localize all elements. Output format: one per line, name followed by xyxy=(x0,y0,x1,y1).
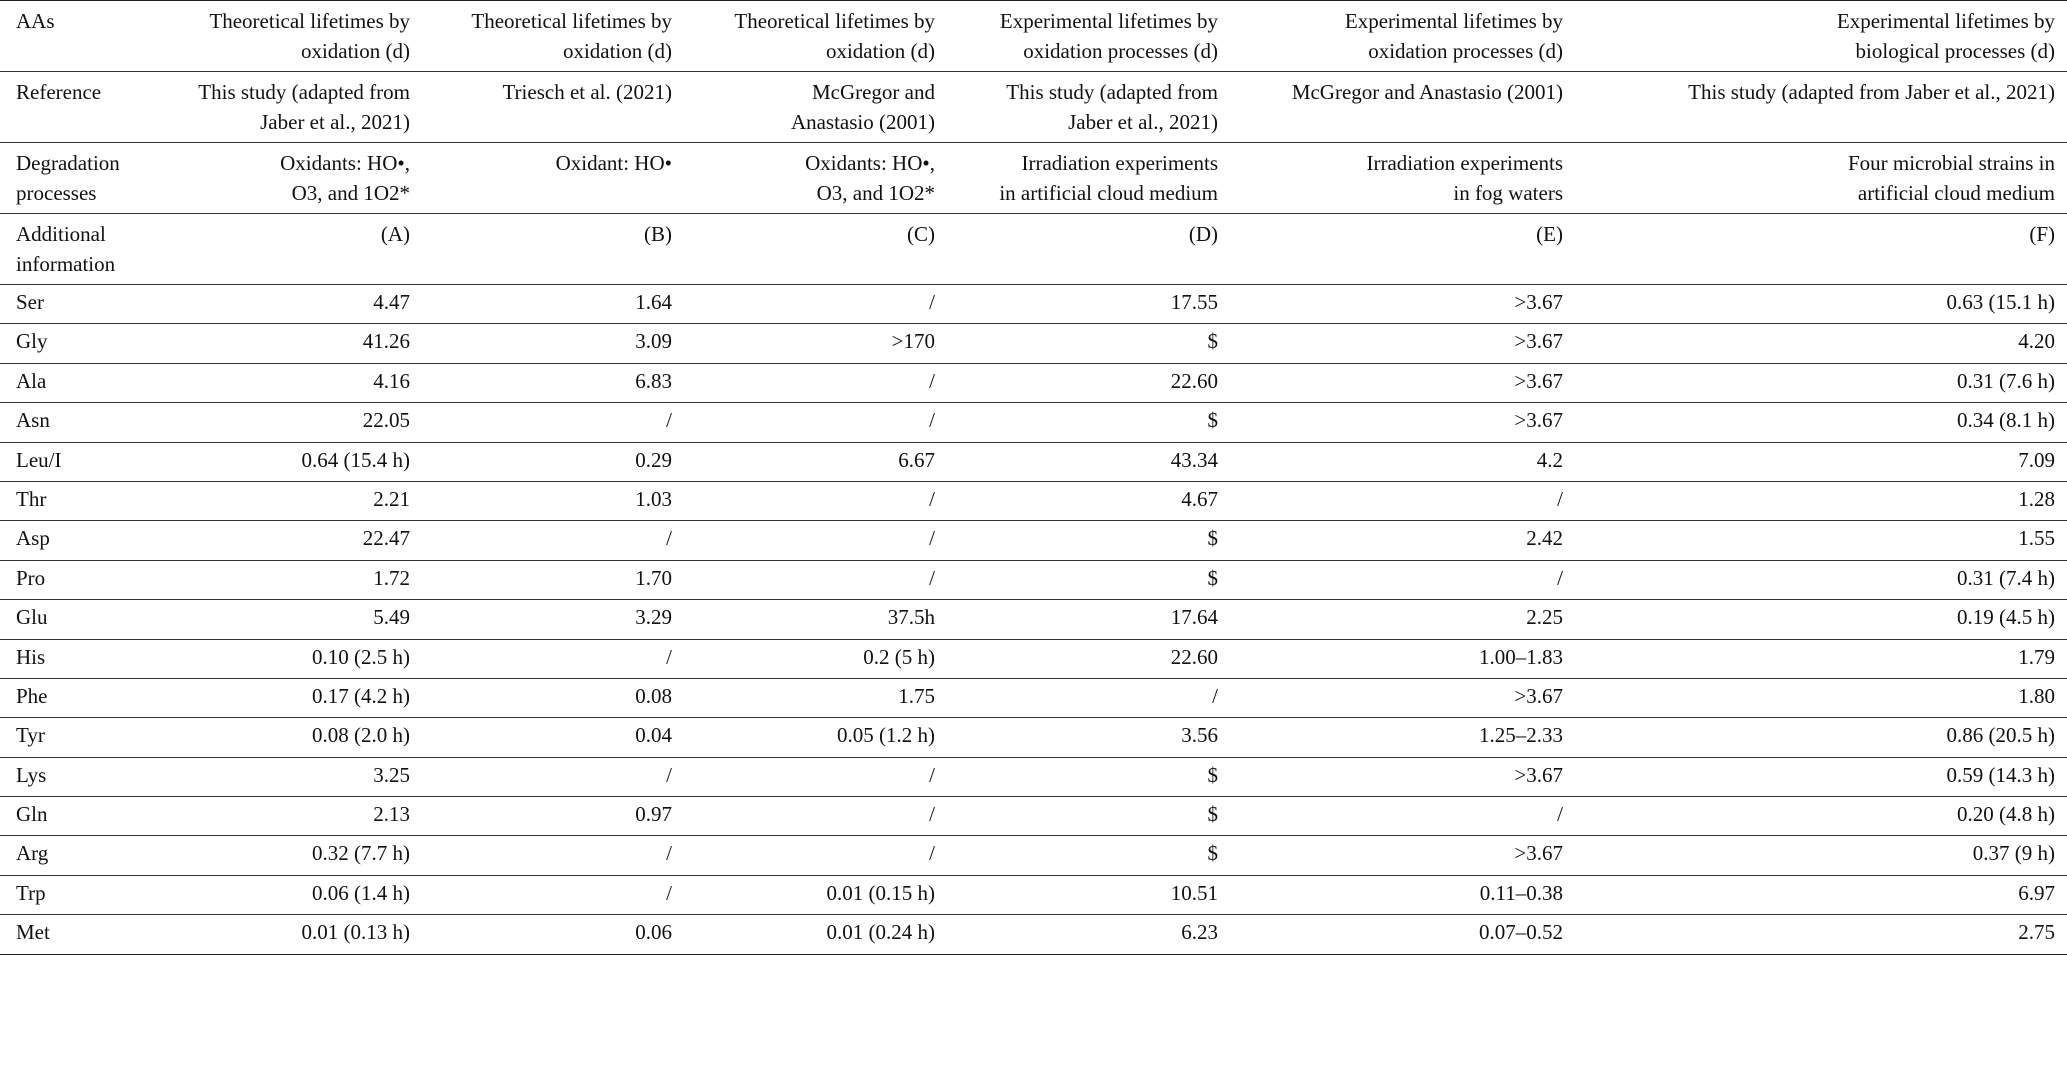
amino-acid-label: Tyr xyxy=(0,718,160,757)
lifetime-value-cell: 5.49 xyxy=(160,600,422,639)
lifetime-value-cell: 43.34 xyxy=(947,442,1230,481)
lifetime-value-cell: 0.10 (2.5 h) xyxy=(160,639,422,678)
lifetime-value-cell: 2.13 xyxy=(160,797,422,836)
header-cell xyxy=(684,1,947,72)
table-row xyxy=(0,757,2067,796)
lifetime-value-cell: / xyxy=(684,757,947,796)
header-cell xyxy=(684,214,947,285)
header-cell xyxy=(1230,143,1575,214)
lifetime-value-cell: 6.83 xyxy=(422,363,684,402)
amino-acid-label: Ala xyxy=(0,363,160,402)
amino-acid-label: Asn xyxy=(0,403,160,442)
lifetime-value-cell: 0.08 (2.0 h) xyxy=(160,718,422,757)
header-cell-line: Four microbial strains in xyxy=(1847,151,2055,175)
lifetime-value-cell: 0.31 (7.4 h) xyxy=(1575,560,2067,599)
header-row-degradation-processes xyxy=(0,143,2067,214)
header-cell-line: (E) xyxy=(1536,222,1563,246)
lifetime-value-cell: / xyxy=(684,521,947,560)
header-cell-line: biological processes (d) xyxy=(1855,39,2055,63)
header-cell-line: Irradiation experiments xyxy=(1366,151,1563,175)
lifetime-value-cell: >3.67 xyxy=(1230,403,1575,442)
header-cell-line: oxidation (d) xyxy=(825,39,935,63)
amino-acid-label: Phe xyxy=(0,678,160,717)
header-cell-line: Irradiation experiments xyxy=(1021,151,1218,175)
lifetime-value-cell: 1.70 xyxy=(422,560,684,599)
header-cell xyxy=(1575,72,2067,143)
header-cell-line: Oxidants: HO•, xyxy=(280,151,410,175)
table-row xyxy=(0,521,2067,560)
header-cell-line: Jaber et al., 2021) xyxy=(260,110,410,134)
lifetime-value-cell: 0.2 (5 h) xyxy=(684,639,947,678)
lifetime-value-cell: 10.51 xyxy=(947,875,1230,914)
header-cell-line: Theoretical lifetimes by xyxy=(734,9,935,33)
lifetime-value-cell: 1.79 xyxy=(1575,639,2067,678)
lifetime-value-cell: 17.64 xyxy=(947,600,1230,639)
lifetime-value-cell: >3.67 xyxy=(1230,363,1575,402)
table-row xyxy=(0,442,2067,481)
lifetime-value-cell: $ xyxy=(947,324,1230,363)
lifetime-value-cell: 0.08 xyxy=(422,678,684,717)
lifetime-value-cell: 2.21 xyxy=(160,481,422,520)
header-cell xyxy=(422,1,684,72)
header-cell xyxy=(1230,72,1575,143)
lifetime-value-cell: $ xyxy=(947,797,1230,836)
header-cell xyxy=(1230,1,1575,72)
header-cell xyxy=(160,143,422,214)
lifetime-value-cell: 0.59 (14.3 h) xyxy=(1575,757,2067,796)
header-cell xyxy=(684,143,947,214)
header-cell xyxy=(947,72,1230,143)
amino-acid-label: Arg xyxy=(0,836,160,875)
lifetime-value-cell: 0.01 (0.13 h) xyxy=(160,915,422,954)
lifetime-value-cell: 1.75 xyxy=(684,678,947,717)
lifetime-value-cell: 4.2 xyxy=(1230,442,1575,481)
lifetime-value-cell: / xyxy=(1230,797,1575,836)
lifetime-value-cell: / xyxy=(684,403,947,442)
amino-acid-label: Asp xyxy=(0,521,160,560)
lifetime-value-cell: / xyxy=(422,757,684,796)
row-label: Additional information xyxy=(0,214,160,285)
header-cell-line: Theoretical lifetimes by xyxy=(209,9,410,33)
header-cell-line: McGregor and xyxy=(811,80,935,104)
lifetime-value-cell: 6.23 xyxy=(947,915,1230,954)
lifetime-value-cell: / xyxy=(684,797,947,836)
lifetime-value-cell: 2.75 xyxy=(1575,915,2067,954)
header-cell xyxy=(1230,214,1575,285)
lifetime-value-cell: / xyxy=(1230,481,1575,520)
lifetime-value-cell: / xyxy=(422,521,684,560)
lifetime-value-cell: 0.63 (15.1 h) xyxy=(1575,285,2067,324)
header-cell-line: oxidation (d) xyxy=(300,39,410,63)
lifetime-value-cell: / xyxy=(422,639,684,678)
lifetime-value-cell: >3.67 xyxy=(1230,836,1575,875)
amino-acid-label: Pro xyxy=(0,560,160,599)
lifetime-value-cell: 0.01 (0.24 h) xyxy=(684,915,947,954)
lifetime-value-cell: / xyxy=(684,836,947,875)
lifetime-value-cell: 1.64 xyxy=(422,285,684,324)
header-cell-line: (C) xyxy=(907,222,935,246)
lifetime-value-cell: 6.97 xyxy=(1575,875,2067,914)
header-cell-line: Experimental lifetimes by xyxy=(1836,9,2055,33)
amino-acid-label: Gly xyxy=(0,324,160,363)
table-row xyxy=(0,363,2067,402)
table-row xyxy=(0,600,2067,639)
table-row xyxy=(0,836,2067,875)
lifetime-value-cell: 3.29 xyxy=(422,600,684,639)
header-cell xyxy=(422,143,684,214)
lifetime-value-cell: 0.31 (7.6 h) xyxy=(1575,363,2067,402)
header-cell-line: (F) xyxy=(2029,222,2055,246)
amino-acid-label: Gln xyxy=(0,797,160,836)
lifetime-value-cell: / xyxy=(1230,560,1575,599)
lifetime-value-cell: 0.86 (20.5 h) xyxy=(1575,718,2067,757)
lifetime-value-cell: 0.07–0.52 xyxy=(1230,915,1575,954)
lifetime-value-cell: 6.67 xyxy=(684,442,947,481)
row-label: AAs xyxy=(0,1,160,72)
lifetime-value-cell: 0.05 (1.2 h) xyxy=(684,718,947,757)
lifetime-value-cell: >170 xyxy=(684,324,947,363)
amino-acid-label: Trp xyxy=(0,875,160,914)
header-cell-line: McGregor and Anastasio (2001) xyxy=(1291,80,1563,104)
header-cell-line: This study (adapted from Jaber et al., 2021) xyxy=(1688,80,2055,104)
lifetime-value-cell: 0.19 (4.5 h) xyxy=(1575,600,2067,639)
lifetime-value-cell: 0.04 xyxy=(422,718,684,757)
lifetime-value-cell: 1.03 xyxy=(422,481,684,520)
lifetime-value-cell: $ xyxy=(947,757,1230,796)
header-cell xyxy=(684,72,947,143)
header-cell-line: in fog waters xyxy=(1453,181,1563,205)
amino-acid-label: Thr xyxy=(0,481,160,520)
header-cell-line: Oxidants: HO•, xyxy=(805,151,935,175)
lifetime-value-cell: 1.25–2.33 xyxy=(1230,718,1575,757)
header-cell-line: Triesch et al. (2021) xyxy=(502,80,672,104)
lifetime-value-cell: 0.34 (8.1 h) xyxy=(1575,403,2067,442)
table-row xyxy=(0,481,2067,520)
header-cell-line: Anastasio (2001) xyxy=(790,110,935,134)
lifetime-value-cell: >3.67 xyxy=(1230,285,1575,324)
header-cell-line: Experimental lifetimes by xyxy=(1344,9,1563,33)
lifetime-value-cell: / xyxy=(947,678,1230,717)
header-cell-line: Jaber et al., 2021) xyxy=(1068,110,1218,134)
lifetime-value-cell: 22.60 xyxy=(947,363,1230,402)
lifetime-value-cell: 0.01 (0.15 h) xyxy=(684,875,947,914)
lifetime-value-cell: / xyxy=(422,403,684,442)
header-cell xyxy=(160,1,422,72)
table-row xyxy=(0,718,2067,757)
lifetime-value-cell: 1.72 xyxy=(160,560,422,599)
header-row-aas xyxy=(0,1,2067,72)
header-cell xyxy=(160,72,422,143)
header-cell xyxy=(1575,214,2067,285)
lifetime-value-cell: 4.20 xyxy=(1575,324,2067,363)
table-row xyxy=(0,915,2067,954)
header-cell-line: (B) xyxy=(644,222,672,246)
lifetime-value-cell: $ xyxy=(947,836,1230,875)
amino-acid-label: His xyxy=(0,639,160,678)
lifetime-value-cell: / xyxy=(422,875,684,914)
lifetime-value-cell: 0.06 xyxy=(422,915,684,954)
lifetime-value-cell: $ xyxy=(947,560,1230,599)
amino-acid-label: Leu/I xyxy=(0,442,160,481)
table-row xyxy=(0,639,2067,678)
header-cell-line: O3, and 1O2* xyxy=(291,181,410,205)
amino-acid-label: Ser xyxy=(0,285,160,324)
table-row xyxy=(0,403,2067,442)
header-cell xyxy=(422,214,684,285)
table-row xyxy=(0,678,2067,717)
lifetime-value-cell: / xyxy=(422,836,684,875)
row-label: Degradation processes xyxy=(0,143,160,214)
lifetime-value-cell: / xyxy=(684,560,947,599)
table-row xyxy=(0,285,2067,324)
header-cell-line: oxidation (d) xyxy=(562,39,672,63)
lifetime-value-cell: 4.16 xyxy=(160,363,422,402)
header-cell-line: oxidation processes (d) xyxy=(1368,39,1563,63)
lifetime-value-cell: 37.5h xyxy=(684,600,947,639)
header-cell-line: artificial cloud medium xyxy=(1857,181,2055,205)
lifetime-value-cell: 22.47 xyxy=(160,521,422,560)
lifetime-value-cell: 0.32 (7.7 h) xyxy=(160,836,422,875)
header-cell xyxy=(1575,1,2067,72)
table-row xyxy=(0,324,2067,363)
header-cell xyxy=(160,214,422,285)
header-cell-line: in artificial cloud medium xyxy=(999,181,1218,205)
amino-acid-label: Met xyxy=(0,915,160,954)
header-cell-line: oxidation processes (d) xyxy=(1023,39,1218,63)
lifetime-value-cell: 7.09 xyxy=(1575,442,2067,481)
lifetime-value-cell: >3.67 xyxy=(1230,757,1575,796)
lifetime-value-cell: 4.47 xyxy=(160,285,422,324)
header-cell-line: (D) xyxy=(1188,222,1218,246)
header-cell-line: Theoretical lifetimes by xyxy=(471,9,672,33)
lifetime-value-cell: 3.09 xyxy=(422,324,684,363)
lifetime-value-cell: 1.55 xyxy=(1575,521,2067,560)
lifetime-value-cell: $ xyxy=(947,521,1230,560)
header-cell-line: (A) xyxy=(380,222,410,246)
lifetime-value-cell: 1.28 xyxy=(1575,481,2067,520)
table-row xyxy=(0,797,2067,836)
header-cell xyxy=(1575,143,2067,214)
lifetime-value-cell: 1.80 xyxy=(1575,678,2067,717)
header-cell-line: Oxidant: HO• xyxy=(555,151,672,175)
lifetime-value-cell: 22.05 xyxy=(160,403,422,442)
lifetime-value-cell: 3.25 xyxy=(160,757,422,796)
header-cell xyxy=(422,72,684,143)
lifetime-value-cell: 0.11–0.38 xyxy=(1230,875,1575,914)
table-row xyxy=(0,560,2067,599)
lifetime-value-cell: 22.60 xyxy=(947,639,1230,678)
lifetime-value-cell: / xyxy=(684,285,947,324)
lifetime-value-cell: 0.17 (4.2 h) xyxy=(160,678,422,717)
lifetime-value-cell: >3.67 xyxy=(1230,324,1575,363)
header-cell-line: Experimental lifetimes by xyxy=(999,9,1218,33)
lifetime-value-cell: 0.37 (9 h) xyxy=(1575,836,2067,875)
lifetime-value-cell: 2.42 xyxy=(1230,521,1575,560)
header-cell xyxy=(947,1,1230,72)
table-row xyxy=(0,875,2067,914)
lifetime-value-cell: / xyxy=(684,481,947,520)
header-cell xyxy=(947,214,1230,285)
header-row-additional-information xyxy=(0,214,2067,285)
amino-acid-label: Lys xyxy=(0,757,160,796)
lifetime-value-cell: / xyxy=(684,363,947,402)
lifetime-value-cell: 4.67 xyxy=(947,481,1230,520)
lifetime-value-cell: 41.26 xyxy=(160,324,422,363)
amino-acid-label: Glu xyxy=(0,600,160,639)
header-cell-line: This study (adapted from xyxy=(198,80,410,104)
lifetime-value-cell: $ xyxy=(947,403,1230,442)
table-body xyxy=(0,1,2067,955)
header-cell-line: O3, and 1O2* xyxy=(816,181,935,205)
lifetime-value-cell: 0.20 (4.8 h) xyxy=(1575,797,2067,836)
lifetime-value-cell: 2.25 xyxy=(1230,600,1575,639)
lifetime-value-cell: 0.64 (15.4 h) xyxy=(160,442,422,481)
lifetime-value-cell: 0.29 xyxy=(422,442,684,481)
header-row-reference xyxy=(0,72,2067,143)
lifetime-value-cell: >3.67 xyxy=(1230,678,1575,717)
lifetime-value-cell: 0.06 (1.4 h) xyxy=(160,875,422,914)
lifetime-value-cell: 0.97 xyxy=(422,797,684,836)
lifetime-value-cell: 3.56 xyxy=(947,718,1230,757)
row-label: Reference xyxy=(0,72,160,143)
header-cell xyxy=(947,143,1230,214)
lifetime-value-cell: 1.00–1.83 xyxy=(1230,639,1575,678)
lifetime-value-cell: 17.55 xyxy=(947,285,1230,324)
header-cell-line: This study (adapted from xyxy=(1006,80,1218,104)
